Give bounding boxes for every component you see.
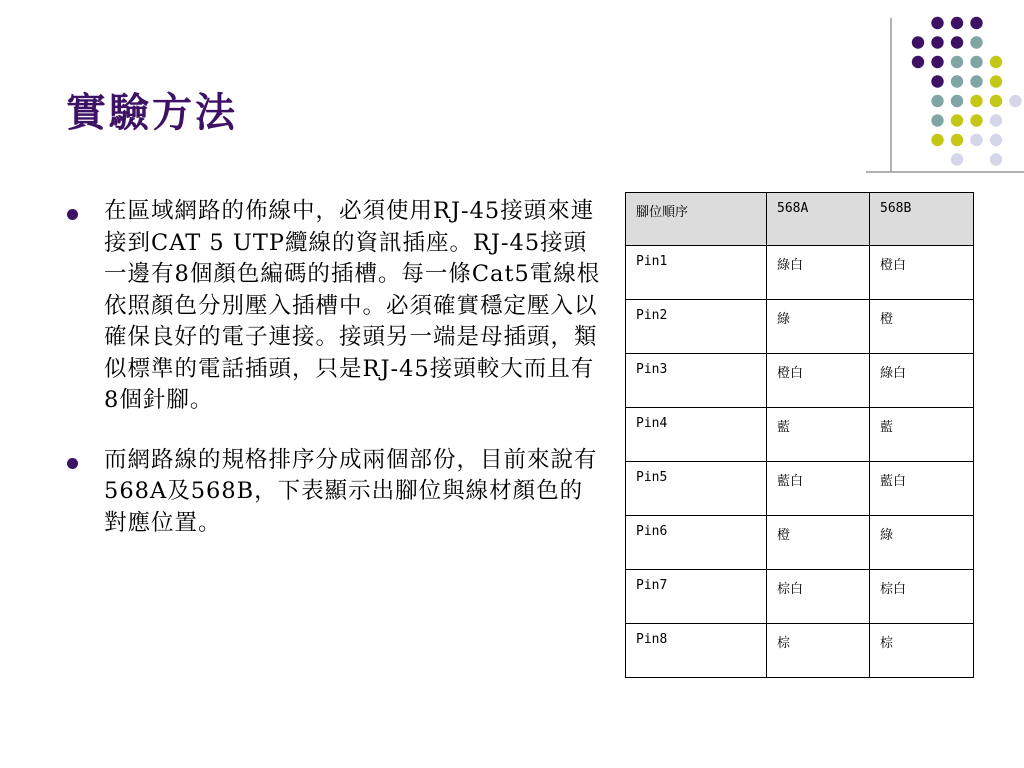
- 568a-cell: 綠: [767, 300, 870, 354]
- 568a-cell: 綠白: [767, 246, 870, 300]
- header-568b: 568B: [870, 193, 974, 246]
- bullet-item: [66, 196, 606, 417]
- 568a-cell: 藍白: [767, 462, 870, 516]
- decorative-dot: [970, 114, 982, 126]
- body-content: [66, 196, 606, 539]
- 568b-cell: 橙: [870, 300, 974, 354]
- pin-cell: Pin1: [626, 246, 767, 300]
- decorative-dot: [970, 134, 982, 146]
- decorative-dot: [990, 75, 1002, 87]
- 568b-cell: 橙白: [870, 246, 974, 300]
- table-row: [626, 516, 974, 570]
- decorative-dot: [951, 95, 963, 107]
- 568b-cell: 棕: [870, 624, 974, 678]
- pin-cell: Pin7: [626, 570, 767, 624]
- decorative-dot: [931, 36, 943, 48]
- decorative-dot: [970, 95, 982, 107]
- bullet-text: 而網路線的規格排序分成兩個部份，目前來說有568A及568B，下表顯示出腳位與線材顏色的對應位置。: [104, 446, 598, 536]
- decorative-dot: [931, 56, 943, 68]
- decorative-dot: [931, 95, 943, 107]
- decorative-dot: [951, 114, 963, 126]
- 568a-cell: 棕白: [767, 570, 870, 624]
- bullet-text: 在區域網路的佈線中，必須使用RJ-45接頭來連接到CAT 5 UTP纜線的資訊插座。RJ-45接頭一邊有8個顏色編碼的插槽。每一條Cat5電線根依照顏色分別壓入插槽中。必須確實穩定壓入以確保良好的電子連接。接頭另一端是母插頭，類似標準的電話插頭，只是RJ-45接頭較大而且有8個針腳。: [104, 198, 601, 413]
- decorative-dot: [990, 134, 1002, 146]
- pin-cell: Pin4: [626, 408, 767, 462]
- decorative-dot: [970, 17, 982, 29]
- 568b-cell: 藍白: [870, 462, 974, 516]
- pin-cell: Pin5: [626, 462, 767, 516]
- decorative-dot: [990, 95, 1002, 107]
- pin-cell: Pin8: [626, 624, 767, 678]
- decorative-dot: [951, 36, 963, 48]
- dot-grid-cluster: [912, 17, 1022, 166]
- bullet-item: [66, 445, 606, 540]
- table-header-row: [626, 193, 974, 246]
- decorative-dot: [990, 114, 1002, 126]
- decorative-dot: [970, 75, 982, 87]
- table-row: [626, 570, 974, 624]
- bullet-dot-icon: [67, 458, 78, 469]
- pin-mapping-table: [625, 192, 974, 678]
- page-title: 實驗方法: [66, 89, 238, 136]
- decorative-dot: [970, 36, 982, 48]
- decorative-dot: [990, 56, 1002, 68]
- decorative-dot: [912, 56, 924, 68]
- 568a-cell: 橙: [767, 516, 870, 570]
- decorative-dot: [951, 75, 963, 87]
- decorative-dot: [990, 153, 1002, 165]
- 568a-cell: 藍: [767, 408, 870, 462]
- table-row: [626, 624, 974, 678]
- bullet-dot-icon: [67, 209, 78, 220]
- decorative-dot: [931, 134, 943, 146]
- pin-cell: Pin2: [626, 300, 767, 354]
- table-row: [626, 354, 974, 408]
- table-row: [626, 246, 974, 300]
- decorative-dot: [951, 153, 963, 165]
- decorative-dot: [912, 36, 924, 48]
- decorative-dot: [931, 114, 943, 126]
- 568b-cell: 棕白: [870, 570, 974, 624]
- decorative-dot: [931, 17, 943, 29]
- 568a-cell: 棕: [767, 624, 870, 678]
- 568b-cell: 綠: [870, 516, 974, 570]
- header-568a: 568A: [767, 193, 870, 246]
- pin-cell: Pin3: [626, 354, 767, 408]
- pin-cell: Pin6: [626, 516, 767, 570]
- header-pin-order: 腳位順序: [626, 193, 767, 246]
- table-row: [626, 300, 974, 354]
- table-row: [626, 408, 974, 462]
- decorative-dot: [951, 134, 963, 146]
- decorative-dot: [970, 56, 982, 68]
- decorative-dot: [951, 56, 963, 68]
- 568b-cell: 綠白: [870, 354, 974, 408]
- table-row: [626, 462, 974, 516]
- decorative-dot: [951, 17, 963, 29]
- 568b-cell: 藍: [870, 408, 974, 462]
- 568a-cell: 橙白: [767, 354, 870, 408]
- decorative-dot: [1009, 95, 1021, 107]
- decorative-dot: [931, 75, 943, 87]
